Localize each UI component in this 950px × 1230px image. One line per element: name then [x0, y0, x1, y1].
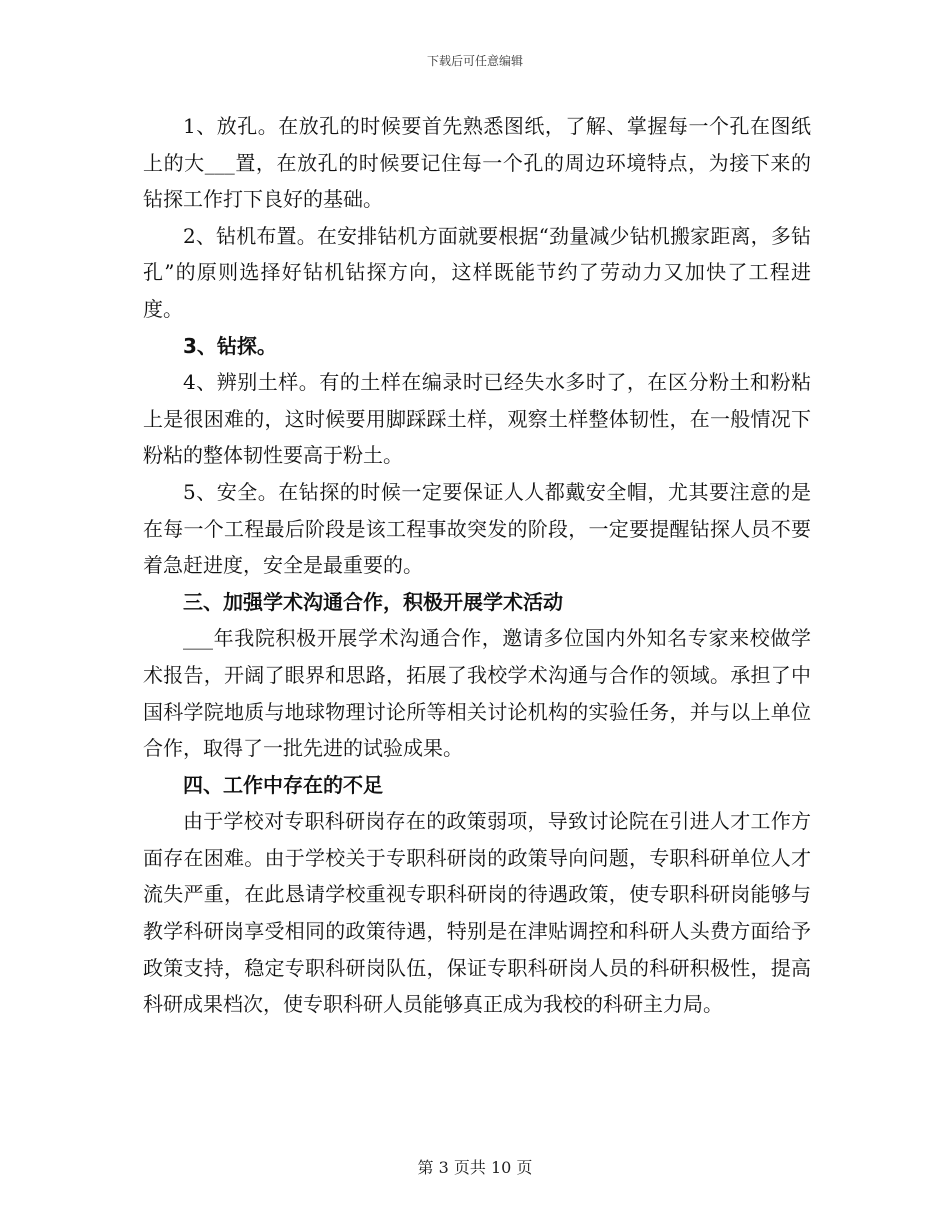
page-number-footer: 第 3 页共 10 页 [417, 1158, 533, 1177]
heading-zuan-tan: 3、钻探。 [183, 333, 277, 358]
paragraph-shortcomings: 由于学校对专职科研岗存在的政策弱项，导致讨论院在引进人才工作方面存在困难。由于学校关于专职科研岗的政策导向问题，专职科研单位人才流失严重，在此恳请学校重视专职科研岗的待遇政策，使专职科研岗能够与教学科研岗享受相同的政策待遇，特别是在津贴调控和科研人头费方面给予政策支持，稳定专职科研岗队伍，保证专职科研岗人员的科研积极性，提高科研成果档次，使专职科研人员能够真正成为我校的科研主力局。 [143, 809, 811, 1017]
paragraph-zuan-ji-bu-zhi: 2、钻机布置。在安排钻机方面就要根据“劲量减少钻机搬家距离，多钻孔”的原则选择好钻机钻探方向，这样既能节约了劳动力又加快了工程进度。 [143, 223, 811, 321]
paragraph-fang-kong: 1、放孔。在放孔的时候要首先熟悉图纸，了解、掌握每一个孔在图纸上的大___置，在放孔的时候要记住每一个孔的周边环境特点，为接下来的钻探工作打下良好的基础。 [143, 114, 811, 212]
document-body [143, 108, 811, 1023]
page-header: 下载后可任意编辑 [426, 54, 523, 68]
section-heading-shortcomings: 四、工作中存在的不足 [183, 772, 383, 797]
paragraph-academic-exchange: ___年我院积极开展学术沟通合作，邀请多位国内外知名专家来校做学术报告，开阔了眼界和思路，拓展了我校学术沟通与合作的领域。承担了中国科学院地质与地球物理讨论所等相关讨论机构的实验任务，并与以上单位合作，取得了一批先进的试验成果。 [143, 626, 811, 761]
section-heading-academic-exchange: 三、加强学术沟通合作，积极开展学术活动 [183, 589, 563, 614]
paragraph-an-quan: 5、安全。在钻探的时候一定要保证人人都戴安全帽，尤其要注意的是在每一个工程最后阶段是该工程事故突发的阶段，一定要提醒钻探人员不要着急赶进度，安全是最重要的。 [143, 479, 811, 578]
paragraph-bian-bie-tu-yang: 4、辨别土样。有的土样在编录时已经失水多时了，在区分粉土和粉粘上是很困难的，这时候要用脚踩踩土样，观察土样整体韧性，在一般情况下粉粘的整体韧性要高于粉土。 [143, 370, 811, 468]
